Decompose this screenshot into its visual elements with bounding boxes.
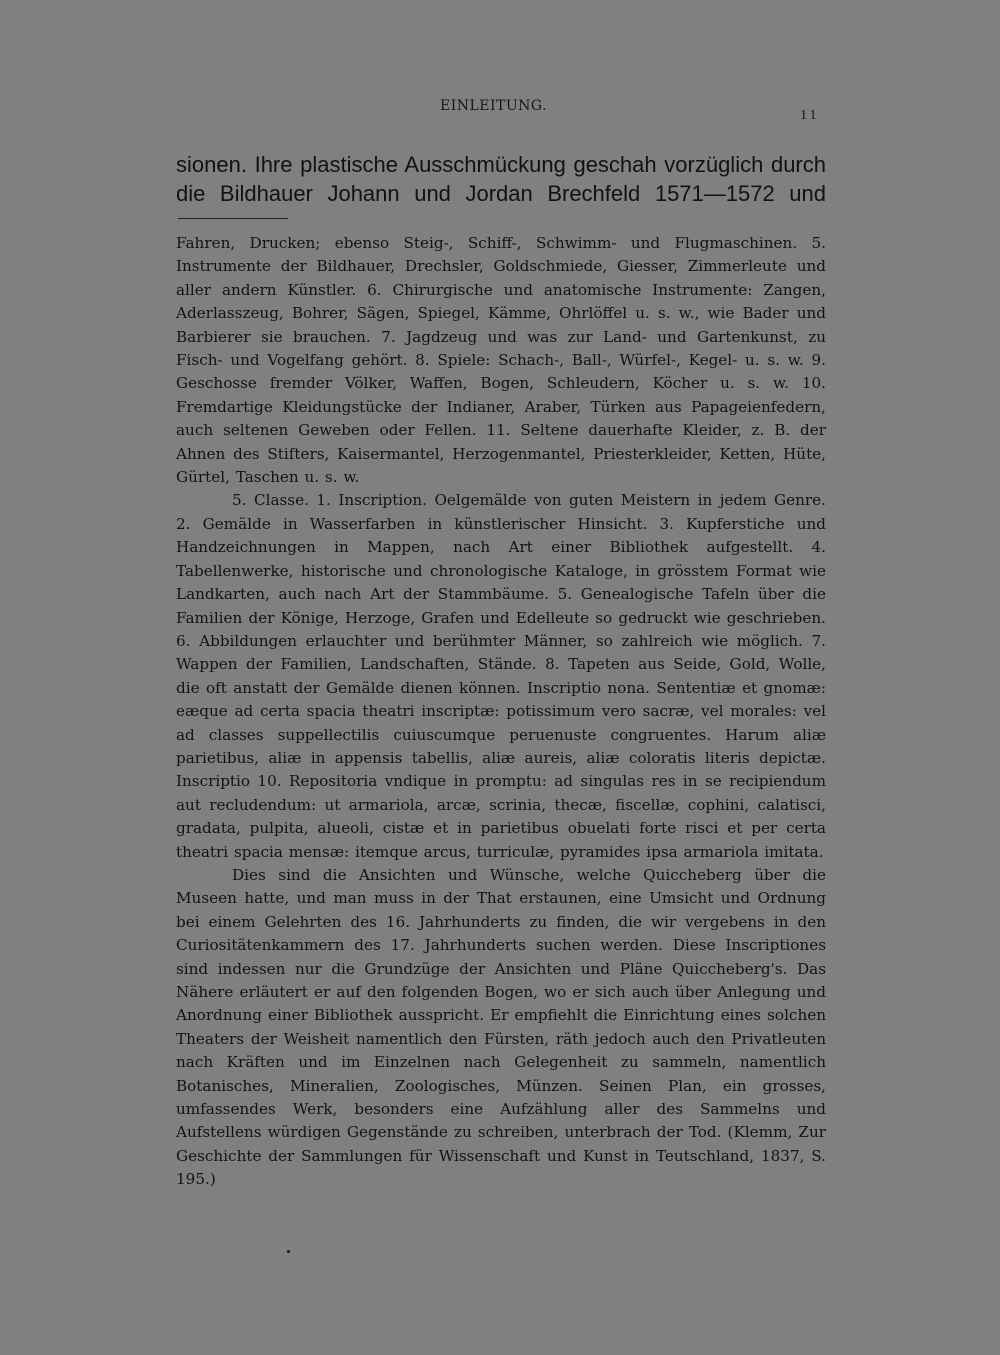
footnote-paragraph: 5. Classe. 1. Inscription. Oelgemälde von guten Meistern in jedem Genre. 2. Gemälde in Wasserfarben in künstlerischer Hinsicht. 3. Kupferstiche und Handzeichnungen in Mappen, nach Art einer Bibliothek aufgestellt. 4. Tabellenwerke, historische und chronologische Kataloge, in grösstem Format wie Landkarten, auch nach Art der Stammbäume. 5. Genealogische Tafeln über die Familien der Könige, Herzoge, Grafen und Edelleute so gedruckt wie geschrieben. 6. Abbildungen erlauchter und berühmter Männer, so zahlreich wie möglich. 7. Wappen der Familien, Landschaften, Stände. 8. Tapeten aus Seide, Gold, Wolle, die oft anstatt der Gemälde dienen können. Inscriptio nona. Sententiæ et gnomæ: eæque ad certa spacia theatri inscriptæ: potissimum vero sacræ, vel morales: vel ad classes suppellectilis cuiuscumque peruenuste congruentes. Harum aliæ parietibus, aliæ in appensis tabellis, aliæ aureis, aliæ coloratis literis depictæ. Inscriptio 10. Repositoria vndique in promptu: ad singulas res in se recipiendum aut recludendum: ut armariola, arcæ, scrinia, thecæ, fiscellæ, cophini, calatisci, gradata, pulpita, alueoli, cistæ et in parietibus obuelati forte risci et per certa theatri spacia mensæ: itemque arcus, turriculæ, pyramides ipsa armariola imitata. bbox=[176, 491, 826, 861]
ink-speck bbox=[287, 1250, 290, 1253]
footnote-paragraph: Fahren, Drucken; ebenso Steig-, Schiff-, Schwimm- und Flugmaschinen. 5. Instrumente der Bildhauer, Drechsler, Goldschmiede, Giesser, Zimmerleute und aller andern Künstler. 6. Chirurgische und anatomische Instrumente: Zangen, Aderlasszeug, Bohrer, Sägen, Spiegel, Kämme, Ohrlöffel u. s. w., wie Bader und Barbierer sie brauchen. 7. Jagdzeug und was zur Land- und Gartenkunst, zu Fisch- und Vogelfang gehört. 8. Spiele: Schach-, Ball-, Würfel-, Kegel- u. s. w. 9. Geschosse fremder Völker, Waffen, Bogen, Schleudern, Köcher u. s. w. 10. Fremdartige Kleidungstücke der Indianer, Araber, Türken aus Papageienfedern, auch seltenen Geweben oder Fellen. 11. Seltene dauerhafte Kleider, z. B. der Ahnen des Stifters, Kaisermantel, Herzogenmantel, Priesterkleider, Ketten, Hüte, Gürtel, Taschen u. s. w. bbox=[176, 234, 826, 487]
footnote-divider bbox=[178, 218, 288, 219]
footnote-paragraph: Dies sind die Ansichten und Wünsche, welche Quiccheberg über die Museen hatte, und man muss in der That erstaunen, eine Umsicht und Ordnung bei einem Gelehrten des 16. Jahrhunderts zu finden, die wir vergebens in den Curiositätenkammern des 17. Jahrhunderts suchen werden. Diese Inscriptiones sind indessen nur die Grundzüge der Ansichten und Pläne Quiccheberg's. Das Nähere erläutert er auf den folgenden Bogen, wo er sich auch über Anlegung und Anordnung einer Bibliothek ausspricht. Er empfiehlt die Einrichtung eines solchen Theaters der Weisheit namentlich den Fürsten, räth jedoch auch den Privatleuten nach Kräften und im Einzelnen nach Gelegenheit zu sammeln, namentlich Botanisches, Mineralien, Zoologisches, Münzen. Seinen Plan, ein grosses, umfassendes Werk, besonders eine Aufzählung aller des Sammelns und Aufstellens würdigen Gegenstände zu schreiben, unterbrach der Tod. (Klemm, Zur Geschichte der Sammlungen für Wissenschaft und Kunst in Teutschland, 1837, S. 195.) bbox=[176, 865, 826, 1189]
footnotes bbox=[176, 232, 826, 1192]
main-text-line: die Bildhauer Johann und Jordan Brechfeld 1571—1572 und bbox=[176, 181, 826, 206]
running-title: EINLEITUNG. bbox=[440, 98, 548, 114]
main-text bbox=[176, 150, 826, 208]
page-number: 11 bbox=[800, 108, 820, 123]
main-text-line: sionen. Ihre plastische Ausschmückung geschah vorzüglich durch bbox=[176, 152, 826, 177]
